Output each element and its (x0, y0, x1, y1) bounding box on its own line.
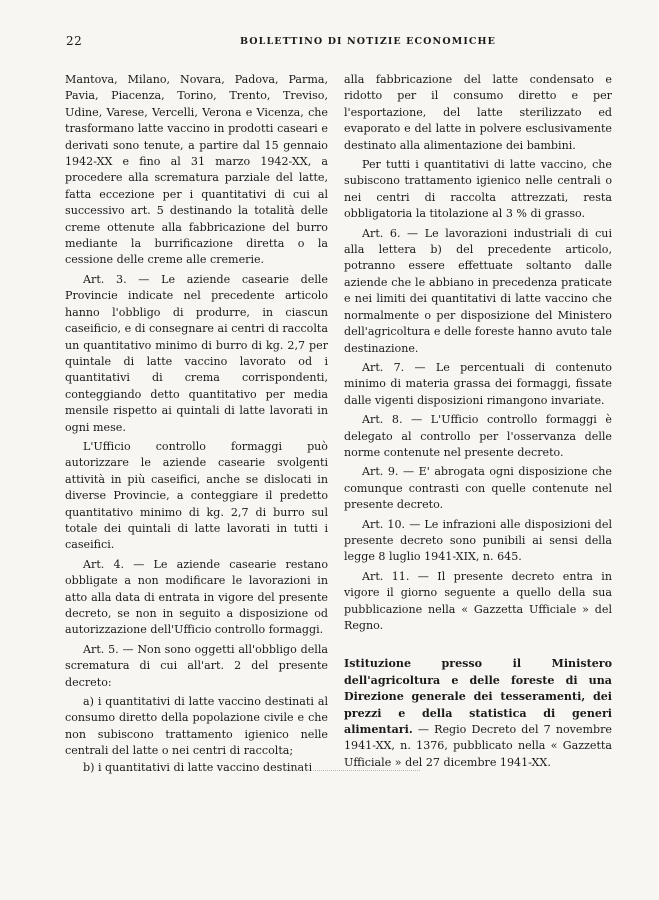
right-column (344, 72, 612, 771)
paragraph: Per tutti i quantitativi di latte vaccino, che subiscono trattamento igienico nelle centrali o nei centri di raccolta attrezzati, resta obbligatoria la titolazione al 3 % di grasso. (344, 158, 612, 221)
paragraph-art-11: Art. 11. — Il presente decreto entra in vigore il giorno seguente a quello della sua pubblicazione nella « Gazzetta Ufficiale » del Regno. (344, 569, 612, 632)
paragraph-art-10: Art. 10. — Le infrazioni alle disposizioni del presente decreto sono punibili ai sensi della legge 8 luglio 1941-XIX, n. 645. (344, 517, 612, 564)
print-specks (290, 770, 420, 773)
paragraph-art-7: Art. 7. — Le percentuali di contenuto minimo di materia grassa dei formaggi, fissate dalle vigenti disposizioni rimangono invariate. (344, 360, 612, 407)
paragraph-art-8: Art. 8. — L'Ufficio controllo formaggi è delegato al controllo per l'osservanza delle norme contenute nel presente decreto. (344, 413, 612, 459)
paragraph-art-6: Art. 6. — Le lavorazioni industriali di cui alla lettera b) del precedente articolo, potranno essere effettuate soltanto dalle aziende che le abbiano in precedenza praticate e nei limiti dei quantitativi di latte vaccino che normalmente o per disposizione del Ministero dell'agricoltura e delle foreste hanno avuto tale destinazione. (344, 226, 612, 355)
page-number: 22 (66, 34, 83, 48)
paragraph-art-9: Art. 9. — E' abrogata ogni disposizione che comunque contrasti con quelle contenute nel presente decreto. (344, 465, 612, 512)
paragraph: L'Ufficio controllo formaggi può autorizzare le aziende casearie svolgenti attività in più caseifici, anche se dislocati in diverse Provincie, a conteggiare il predetto quantitativo minimo di kg. 2,7 di burro sul totale dei quintali di latte lavorati in tutti i caseifici. (65, 439, 328, 552)
decree-reference: — Regio Decreto del 7 novembre 1941-XX, n. 1376, pubblicato nella « Gazzetta Ufficiale » del 27 dicembre 1941-XX. (344, 723, 612, 769)
paragraph-art-5: Art. 5. — Non sono oggetti all'obbligo della scrematura di cui all'art. 2 del presente decreto: (65, 642, 328, 689)
paragraph: Mantova, Milano, Novara, Padova, Parma, Pavia, Piacenza, Torino, Trento, Treviso, Udine, Varese, Vercelli, Verona e Vicenza, che trasformano latte vaccino in prodotti caseari e derivati sono tenute, a partire dal 15 gennaio 1942-XX e fino al 31 marzo 1942-XX, a procedere alla scrematura parziale del latte, fatta eccezione per i quantitativi di cui al successivo art. 5 destinando la totalità delle creme ottenute alla fabbricazione del burro mediante la burrificazione diretta o la cessione delle creme alle cremerie. (65, 73, 328, 267)
next-decree-entry (344, 656, 612, 771)
running-title: BOLLETTINO DI NOTIZIE ECONOMICHE (240, 36, 496, 47)
paragraph-art-3: Art. 3. — Le aziende casearie delle Provincie indicate nel precedente articolo hanno l'obbligo di produrre, in ciascun caseificio, e di consegnare ai centri di raccolta un quantitativo minimo di burro di kg. 2,7 per quintale di latte vaccino lavorato od i quantitativi di crema corrispondenti, conteggiando detto quantitativo per media mensile rispetto ai quintali di latte lavorati in ogni mese. (65, 272, 328, 434)
left-column (65, 72, 328, 776)
paragraph-art-4: Art. 4. — Le aziende casearie restano obbligate a non modificare le lavorazioni in atto alla data di entrata in vigore del presente decreto, se non in seguito a disposizione od autorizzazione dell'Ufficio controllo formaggi. (65, 557, 328, 637)
paragraph: alla fabbricazione del latte condensato e ridotto per il consumo diretto e per l'esportazione, del latte sterilizzato ed evaporato e del latte in polvere esclusivamente destinato alla alimentazione dei bambini. (344, 73, 612, 152)
section-heading: Istituzione presso il Ministero dell'agricoltura e delle foreste di una Direzione generale dei tesseramenti, dei prezzi e della statistica di generi alimentari. (344, 657, 612, 737)
list-item-b: b) i quantitativi di latte vaccino destinati (83, 760, 313, 774)
list-item-a: a) i quantitativi di latte vaccino destinati al consumo diretto della popolazione civile e che non subiscono trattamento igienico nelle centrali del latte o nei centri di raccolta; (65, 695, 328, 758)
